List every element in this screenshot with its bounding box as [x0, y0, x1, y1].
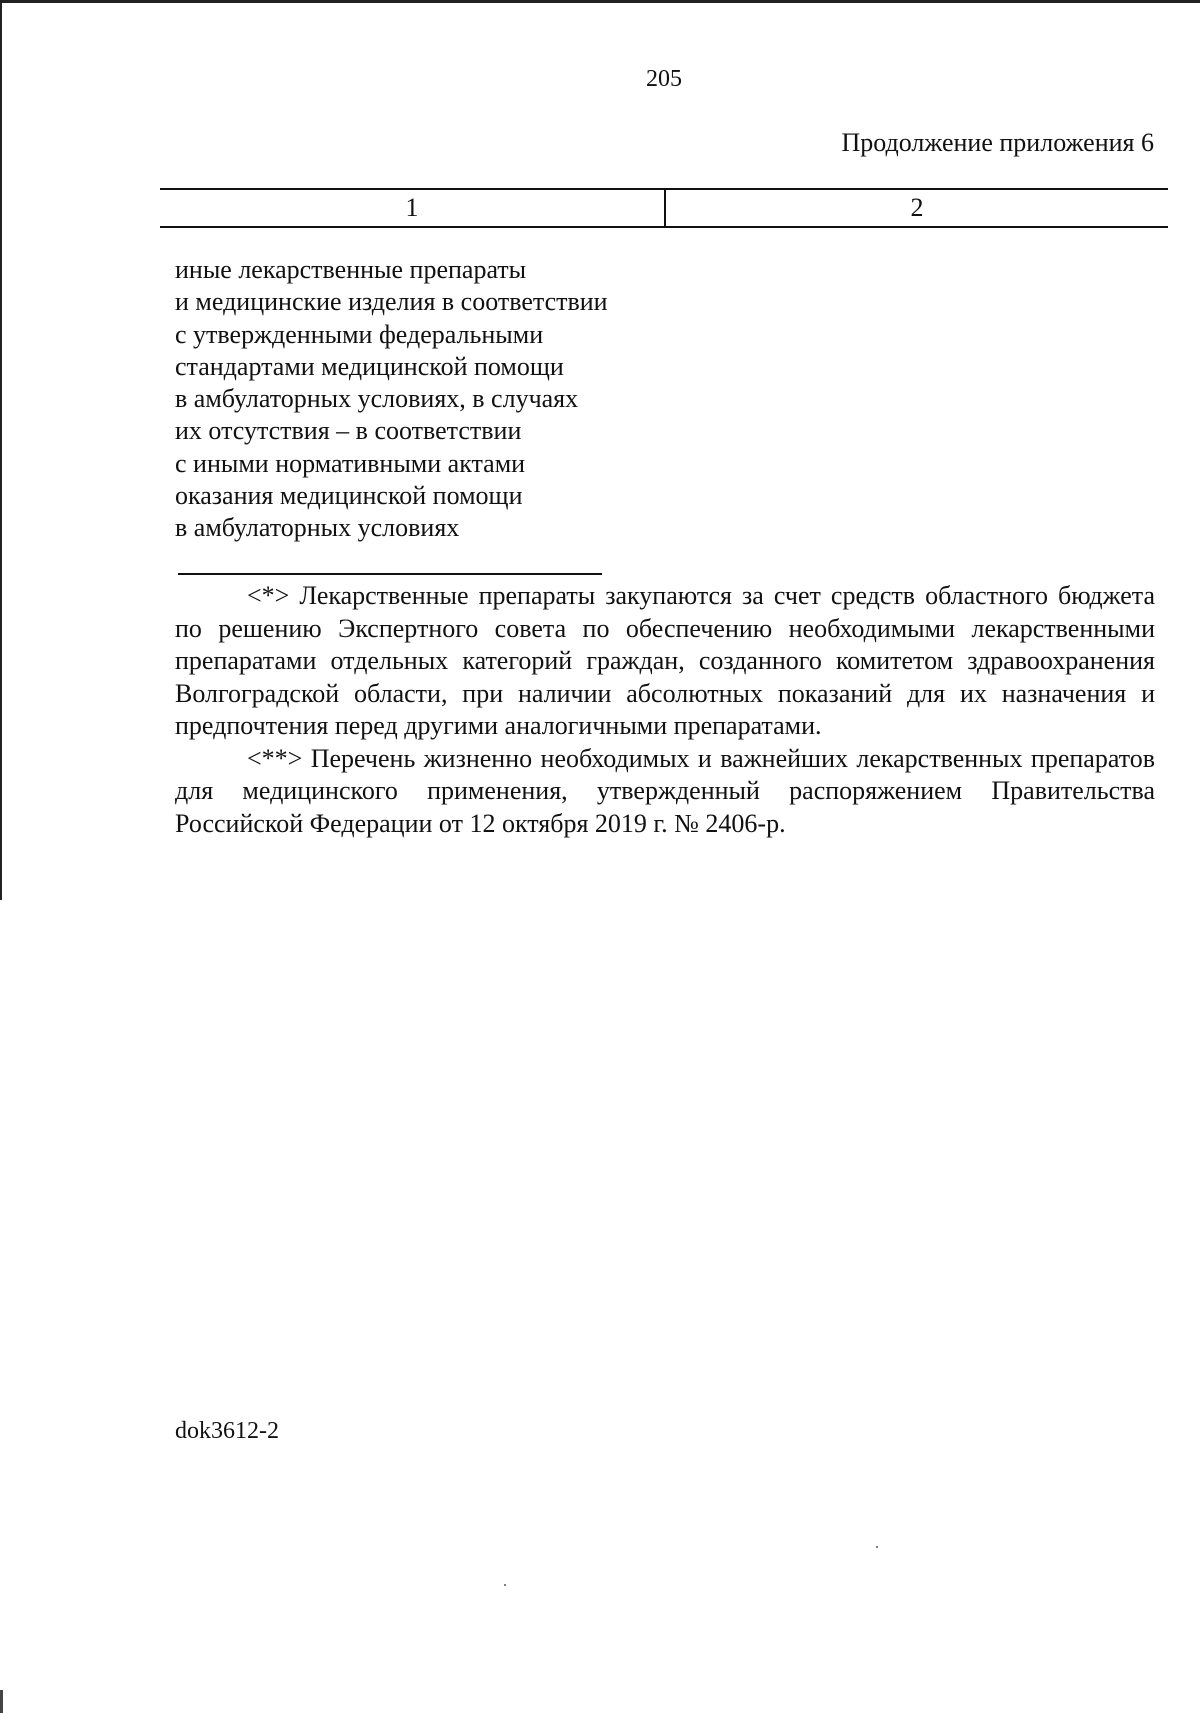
cell-line: стандартами медицинской помощи — [175, 351, 564, 381]
cell-line: с иными нормативными актами — [175, 448, 526, 478]
table-cell-text — [175, 254, 675, 545]
scan-border-top — [0, 0, 1200, 3]
footnote-separator — [178, 573, 602, 575]
page-number: 205 — [646, 66, 682, 92]
scan-speck — [504, 1584, 506, 1586]
scan-speck — [876, 1546, 878, 1548]
table-header-col-2: 2 — [910, 193, 924, 222]
cell-line: в амбулаторных условиях — [175, 513, 460, 543]
document-code: dok3612-2 — [175, 1418, 279, 1444]
cell-line: в амбулаторных условиях, в случаях — [175, 384, 579, 414]
cell-line: с утвержденными федеральными — [175, 319, 544, 349]
table-header-col-1: 1 — [160, 190, 666, 226]
continuation-label: Продолжение приложения 6 — [841, 128, 1154, 157]
table-header-row — [160, 188, 1168, 228]
cell-line: и медицинские изделия в соответствии — [175, 287, 608, 317]
footnotes — [175, 580, 1155, 840]
scan-border-left — [0, 0, 2, 900]
footnote-double-asterisk: <**> Перечень жизненно необходимых и важнейших лекарственных препаратов для медицинского применения, утвержденный распоряжением Правительства Российской Федерации от 12 октября 2019 г. № 2406-р. — [175, 743, 1155, 838]
scan-border-bottom-left — [0, 1690, 3, 1713]
footnote-single-asterisk: <*> Лекарственные препараты закупаются за счет средств областного бюджета по решению Экспертного совета по обеспечению необходимыми лекарственными препаратами отдельных категорий граждан, созданного комитетом здравоохранения Волгоградской области, при наличии абсолютных показаний для их назначения и предпочтения перед другими аналогичными препаратами. — [175, 581, 1155, 740]
cell-line: иные лекарственные препараты — [175, 255, 527, 284]
cell-line: их отсутствия – в соответствии — [175, 416, 522, 446]
cell-line: оказания медицинской помощи — [175, 481, 523, 511]
